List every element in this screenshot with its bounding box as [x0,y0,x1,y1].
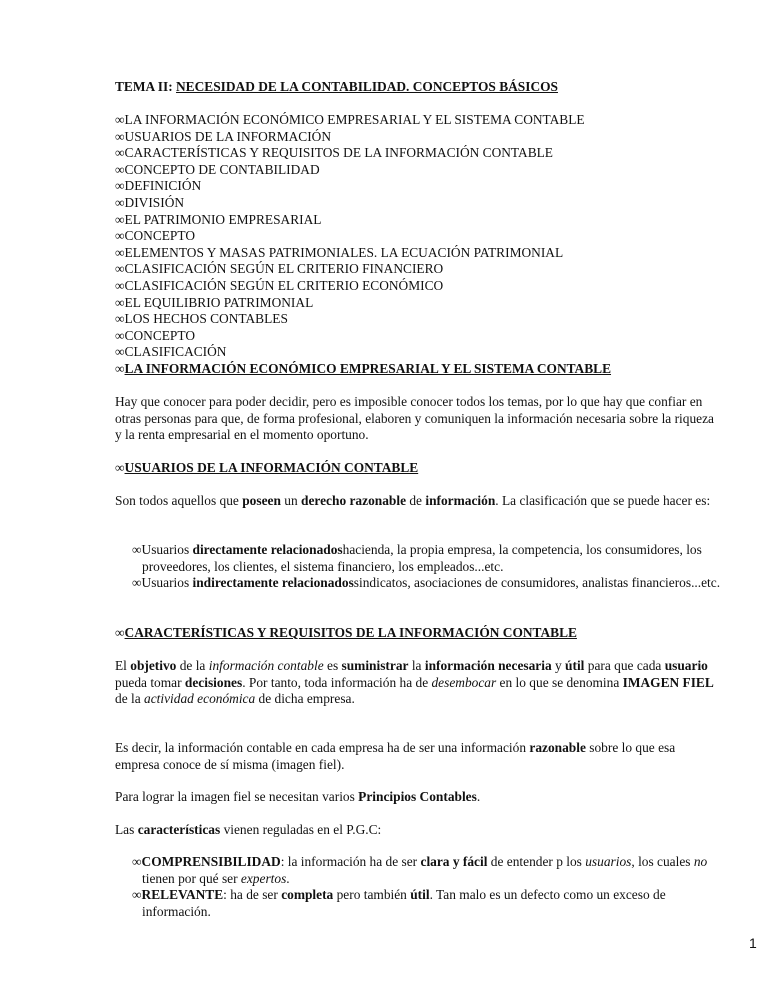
toc-item-label: LOS HECHOS CONTABLES [124,311,288,327]
text: . Por tanto, toda información ha de [242,674,432,690]
toc-item [115,228,715,245]
italic-text: expertos [240,870,287,886]
toc-item [115,178,715,195]
text: Para lograr la imagen fiel se necesitan varios [115,789,359,804]
bold-text: directamente relacionados [192,542,343,557]
bullet-icon: ∞ [115,294,125,310]
paragraph [115,658,715,708]
bullet-icon: ∞ [115,211,125,227]
title-text: NECESIDAD DE LA CONTABILIDAD. CONCEPTOS BÁSICOS [176,79,558,94]
bold-text: derecho razonable [301,493,407,508]
bold-text: suministrar [341,658,409,673]
paragraph [115,493,715,510]
title-prefix: TEMA II: [115,79,177,94]
text: . Tan malo es un defecto como un exceso de información. [142,887,666,919]
bullet-icon: ∞ [115,460,125,475]
text: , los cuales [631,854,694,869]
bold-text: indirectamente relacionados [192,575,354,591]
document-title [115,79,715,96]
toc-item [115,311,715,328]
text: . La clasificación que se puede hacer es: [495,493,711,508]
toc-item-label: ELEMENTOS Y MASAS PATRIMONIALES. LA ECUACIÓN PATRIMONIAL [124,244,564,260]
text: de la [176,658,209,673]
text: de la [115,691,144,707]
text: es [323,658,342,673]
bold-text: útil [410,887,430,903]
paragraph [115,394,715,444]
bold-text: COMPRENSIBILIDAD [141,854,281,869]
heading-text: LA INFORMACIÓN ECONÓMICO EMPRESARIAL Y EL SISTEMA CONTABLE [124,361,612,376]
italic-text: no [693,854,708,869]
bullet-icon: ∞ [115,112,125,127]
toc-item-label: CLASIFICACIÓN SEGÚN EL CRITERIO FINANCIERO [124,261,444,277]
toc-item [115,112,715,129]
bullet-icon: ∞ [115,344,125,360]
section-heading-2 [115,460,715,477]
toc-item-label: CARACTERÍSTICAS Y REQUISITOS DE LA INFORMACIÓN CONTABLE [124,145,553,161]
text: hacienda, la propia empresa, la competencia, los consumidores, los proveedores, los clientes, el sistema financiero, los empleados...etc. [142,542,702,574]
bold-text: IMAGEN FIEL [622,674,714,690]
text: de dicha empresa. [255,691,355,707]
text: sindicatos, asociaciones de consumidores, analistas financieros...etc. [353,575,721,591]
bold-text: Principios Contables [358,789,477,804]
text: Son todos aquellos que [115,493,243,508]
bold-text: RELEVANTE [141,887,224,903]
bold-text: información [425,493,496,508]
text: ∞Usuarios [132,575,193,591]
toc-item [115,212,715,229]
page-number: 1 [749,935,757,951]
bullet-icon: ∞ [115,261,125,277]
italic-text: desembocar [431,674,497,690]
text: . [286,870,290,886]
text: de [406,493,426,508]
text: para que cada [584,658,665,673]
toc-item-label: CONCEPTO [124,327,195,343]
list-item [132,887,722,920]
text: : la información ha de ser [280,854,421,869]
bullet-icon: ∞ [115,361,125,376]
text: Hay que conocer para poder decidir, pero es imposible conocer todos los temas, por lo que hay que confiar en otras personas para que, de forma profesional, elaboren y comuniquen la información necesaria sobre la riqueza y la renta empresarial en el momento oportuno. [115,394,714,443]
text: en lo que se denomina [496,674,623,690]
text: y [551,658,566,673]
toc-item-label: USUARIOS DE LA INFORMACIÓN [124,128,332,144]
toc-item-label: DIVISIÓN [124,194,185,210]
toc-item [115,295,715,312]
bold-text: usuario [664,658,708,673]
paragraph [115,789,715,806]
text: pero también [333,887,411,903]
text: tienen por qué ser [142,870,241,886]
section-heading-1 [115,361,715,378]
bold-text: razonable [529,740,586,755]
heading-text: USUARIOS DE LA INFORMACIÓN CONTABLE [124,460,419,475]
bold-text: decisiones [184,674,243,690]
text: Las [115,822,138,837]
bullet-icon: ∞ [115,128,125,144]
bullet-icon: ∞ [115,244,125,260]
toc-item [115,195,715,212]
toc-item-label: EL PATRIMONIO EMPRESARIAL [124,211,322,227]
toc-item-label: CONCEPTO [124,228,195,244]
bold-text: información necesaria [424,658,552,673]
toc-item-label: EL EQUILIBRIO PATRIMONIAL [124,294,314,310]
toc-item-label: CLASIFICACIÓN SEGÚN EL CRITERIO ECONÓMICO [124,277,444,293]
table-of-contents [115,112,715,361]
bold-text: características [137,822,221,837]
text: ∞ [132,887,142,903]
text: sobre lo que esa empresa conoce de sí misma (imagen fiel). [115,740,676,772]
bullet-icon: ∞ [115,178,125,194]
toc-item [115,245,715,262]
toc-item [115,145,715,162]
paragraph [115,740,715,773]
list-item [132,854,722,887]
toc-item-label: LA INFORMACIÓN ECONÓMICO EMPRESARIAL Y EL SISTEMA CONTABLE [124,112,585,127]
bullet-icon: ∞ [115,194,125,210]
text: . [476,789,481,804]
bold-text: poseen [242,493,281,508]
text: la [408,658,425,673]
list-item [132,575,722,592]
italic-text: información contable [208,658,324,673]
bullet-list [132,542,722,592]
toc-item [115,344,715,361]
text: El [115,658,131,673]
bullet-icon: ∞ [115,145,125,161]
heading-text: CARACTERÍSTICAS Y REQUISITOS DE LA INFORMACIÓN CONTABLE [124,625,577,640]
bullet-list [132,854,722,920]
bold-text: completa [281,887,334,903]
toc-item-label: CONCEPTO DE CONTABILIDAD [124,161,320,177]
bullet-icon: ∞ [115,277,125,293]
text: de entender p los [487,854,586,869]
bold-text: clara y fácil [420,854,488,869]
toc-item [115,261,715,278]
toc-item [115,328,715,345]
bullet-icon: ∞ [115,228,125,244]
toc-item-label: CLASIFICACIÓN [124,344,227,360]
bold-text: útil [565,658,585,673]
text: ∞ [132,854,142,869]
toc-item-label: DEFINICIÓN [124,178,202,194]
bullet-icon: ∞ [115,161,125,177]
text: Es decir, la información contable en cada empresa ha de ser una información [115,740,530,755]
text: pueda tomar [115,674,185,690]
toc-item [115,162,715,179]
bullet-icon: ∞ [115,625,125,640]
text: vienen reguladas en el P.G.C: [220,822,382,837]
paragraph [115,822,715,839]
text: ∞Usuarios [132,542,193,557]
bullet-icon: ∞ [115,327,125,343]
bullet-icon: ∞ [115,311,125,327]
bold-text: objetivo [130,658,177,673]
italic-text: actividad económica [144,691,256,707]
italic-text: usuarios [585,854,632,869]
toc-item [115,129,715,146]
toc-item [115,278,715,295]
list-item [132,542,722,575]
text: : ha de ser [223,887,282,903]
section-heading-3 [115,625,715,642]
text: un [280,493,302,508]
